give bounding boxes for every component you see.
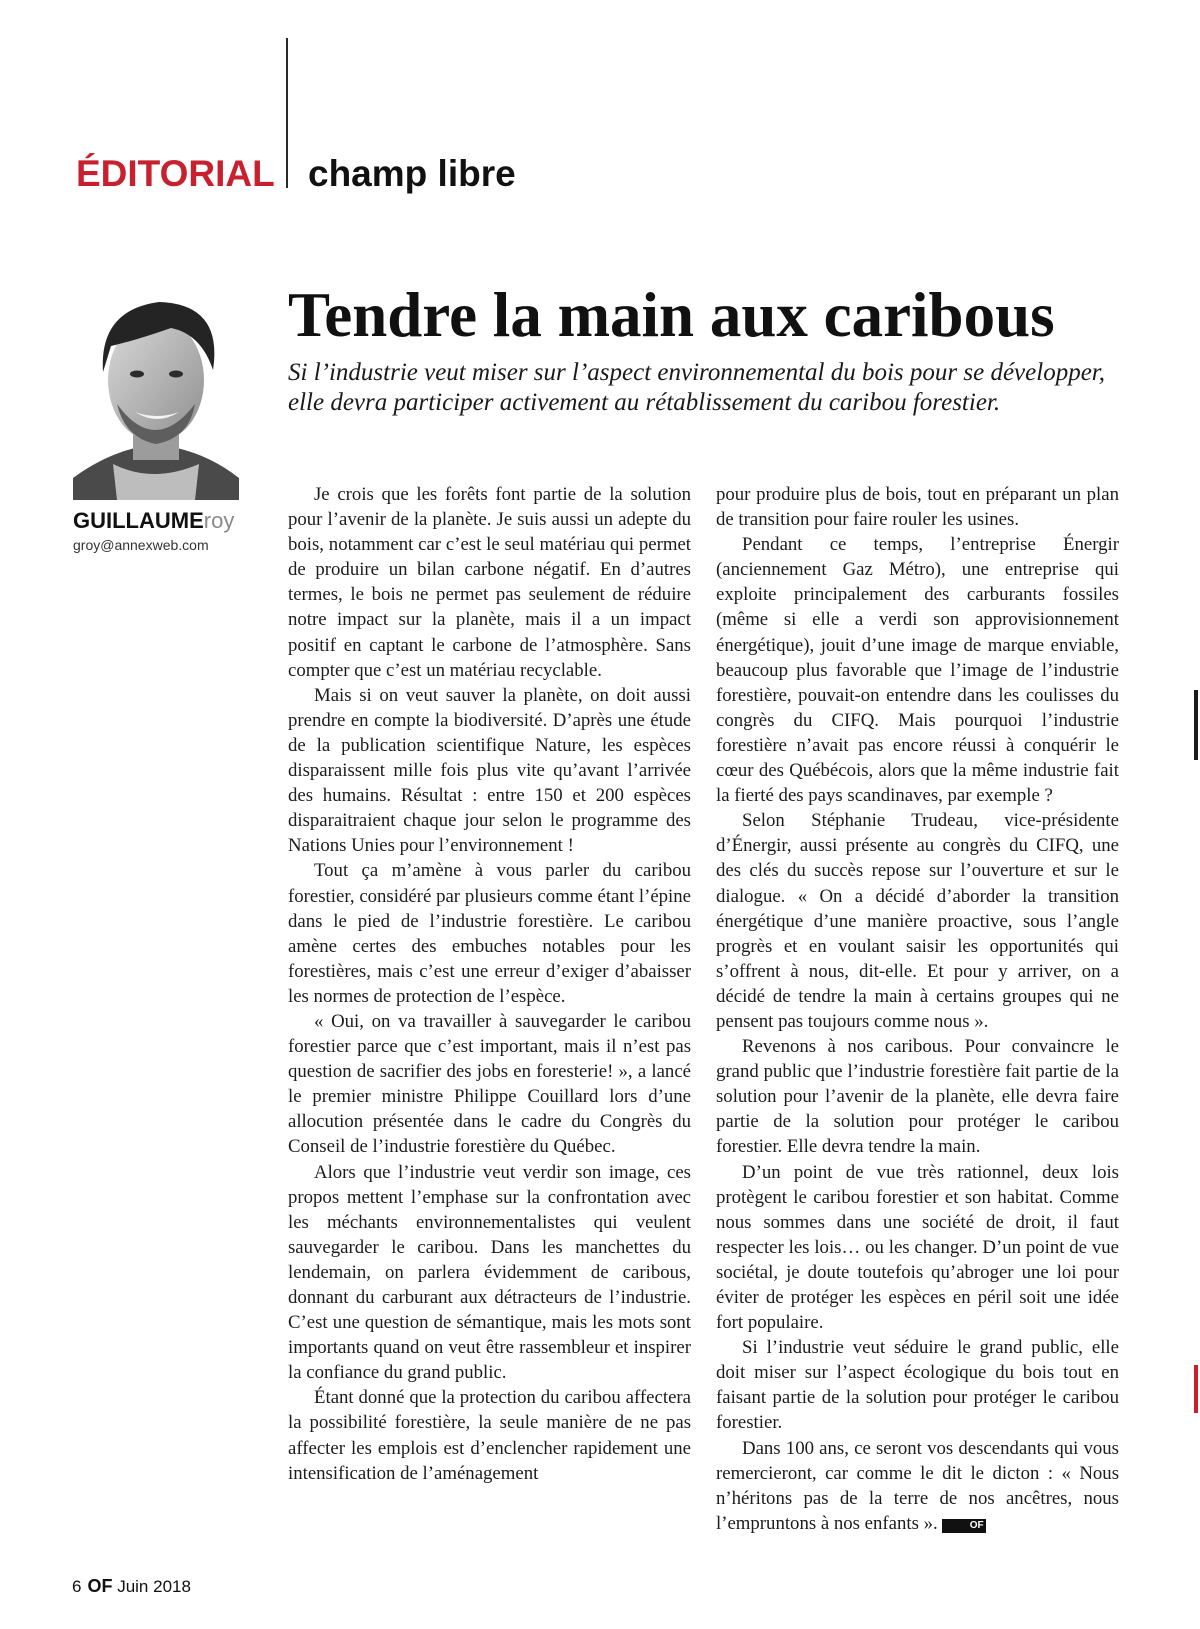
author-email: groy@annexweb.com bbox=[73, 537, 209, 553]
body-paragraph: Si l’industrie veut séduire le grand public, elle doit miser sur l’aspect écologique du bois tout en faisant partie de la solution pour protéger le caribou forestier. bbox=[716, 1337, 1119, 1434]
page-number: 6 bbox=[72, 1577, 82, 1596]
body-paragraph: Je crois que les forêts font partie de la solution pour l’avenir de la planète. Je suis aussi un adepte du bois, notamment car c’est le seul matériau qui permet de produire un bilan carbone négatif. En d’autres termes, le bois ne permet pas seulement de réduire notre impact sur la planète, mais il a un impact positif en captant le carbone de l’atmosphère. Sans compter que c’est un matériau recyclable. bbox=[288, 484, 691, 681]
body-paragraph-continuation: pour produire plus de bois, tout en préparant un plan de transition pour faire rouler les usines. bbox=[716, 484, 1119, 531]
page-edge-tab bbox=[1194, 690, 1198, 760]
body-paragraph: Selon Stéphanie Trudeau, vice-présidente d’Énergir, aussi présente au congrès du CIFQ, une des clés du succès repose sur l’ouverture et sur le dialogue. « On a décidé d’aborder la transition énergétique d’une manière proactive, sous l’angle progrès et en voulant saisir les opportunités qui s’offrent à nous, dit-elle. Et pour y arriver, on a décidé de tendre la main à certains groupes qui ne pensent pas toujours comme nous ». bbox=[716, 810, 1119, 1032]
body-paragraph: Revenons à nos caribous. Pour convaincre le grand public que l’industrie forestière fait partie de la solution pour l’avenir de la planète, elle devra faire partie de la solution pour protéger le caribou forestier. Elle devra tendre la main. bbox=[716, 1036, 1119, 1158]
article-headline: Tendre la main aux caribous bbox=[288, 280, 1055, 350]
body-paragraph: Étant donné que la protection du caribou affectera la possibilité forestière, la seule manière de ne pas affecter les emplois est d’enclencher rapidement une intensification de l’aménagement bbox=[288, 1387, 691, 1484]
final-paragraph-text: Dans 100 ans, ce seront vos descendants qui vous remercieront, car comme le dit le dicton : « Nous n’héritons pas de la terre de nos ancêtres, nous l’empruntons à nos enfants ». bbox=[716, 1437, 1119, 1534]
body-paragraph: « Oui, on va travailler à sauvegarder le caribou forestier parce que c’est important, mais il n’est pas question de sacrifier des jobs en foresterie! », a lancé le premier ministre Philippe Couillard lors d’une allocution présentée dans le cadre du Congrès du Conseil de l’industrie forestière du Québec. bbox=[288, 1010, 691, 1158]
author-first-name: GUILLAUME bbox=[73, 508, 204, 533]
body-paragraph: Alors que l’industrie veut verdir son image, ces propos mettent l’emphase sur la confrontation avec les méchants environnementalistes qui veulent sauvegarder le caribou. Dans les manchettes du lendemain, on parlera évidemment de caribous, donnant du carburant aux détracteurs de l’industrie. C’est une question de sémantique, mais les mots sont importants quand on veut être rassembleur et inspirer la confiance du grand public. bbox=[288, 1161, 691, 1384]
author-byline bbox=[73, 508, 234, 553]
issue-date: Juin 2018 bbox=[117, 1577, 191, 1596]
body-paragraph: Tout ça m’amène à vous parler du caribou forestier, considéré par plusieurs comme étant l’épine dans le pied de l’industrie forestière. Le caribou amène certes des embuches notables pour les forestières, mais c’est une erreur d’exiger d’abaisser les normes de protection de l’espèce. bbox=[288, 860, 691, 1007]
publication-name: OF bbox=[87, 1576, 113, 1596]
author-name bbox=[73, 508, 234, 534]
body-column-2 bbox=[716, 482, 1119, 1536]
page-footer bbox=[72, 1576, 191, 1597]
author-photo bbox=[73, 288, 239, 500]
body-column-1 bbox=[288, 482, 691, 1486]
body-paragraph: D’un point de vue très rationnel, deux lois protègent le caribou forestier et son habitat. Comme nous sommes dans une société de droit, il faut respecter les lois… ou les changer. D’un point de vue sociétal, je doute toutefois qu’abroger une loi pour éviter de protéger les espèces en péril soit une idée fort populaire. bbox=[716, 1161, 1119, 1334]
body-paragraph: Pendant ce temps, l’entreprise Énergir (anciennement Gaz Métro), une entreprise qui exploite principalement des carburants fossiles (même si elle a verdi son approvisionnement énergétique), jouit d’une image de marque enviable, beaucoup plus favorable que l’image de l’industrie forestière, pouvait-on entendre dans les coulisses du congrès du CIFQ. Mais pourquoi l’industrie forestière n’avait pas encore réussi à conquérir le cœur des Québécois, alors que la même industrie fait la fierté des pays scandinaves, par exemple ? bbox=[716, 534, 1119, 807]
body-paragraph: Mais si on veut sauver la planète, on doit aussi prendre en compte la biodiversité. D’après une étude de la publication scientifique Nature, les espèces disparaissent mille fois plus vite qu’avant l’arrivée des humains. Résultat : entre 150 et 200 espèces disparaitraient chaque jour selon le programme des Nations Unies pour l’environnement ! bbox=[288, 684, 691, 857]
section-label-editorial: ÉDITORIAL bbox=[76, 153, 275, 194]
end-mark-icon: OF bbox=[942, 1519, 986, 1533]
body-paragraph-final bbox=[716, 1436, 1119, 1536]
article-deck: Si l’industrie veut miser sur l’aspect environnemental du bois pour se développer, elle devra participer activement au rétablissement du caribou forestier. bbox=[288, 359, 1105, 416]
author-last-name: roy bbox=[203, 508, 235, 533]
page-edge-tab-red bbox=[1194, 1365, 1198, 1413]
section-label-rubric: champ libre bbox=[308, 153, 516, 194]
header-divider-line bbox=[286, 38, 288, 188]
